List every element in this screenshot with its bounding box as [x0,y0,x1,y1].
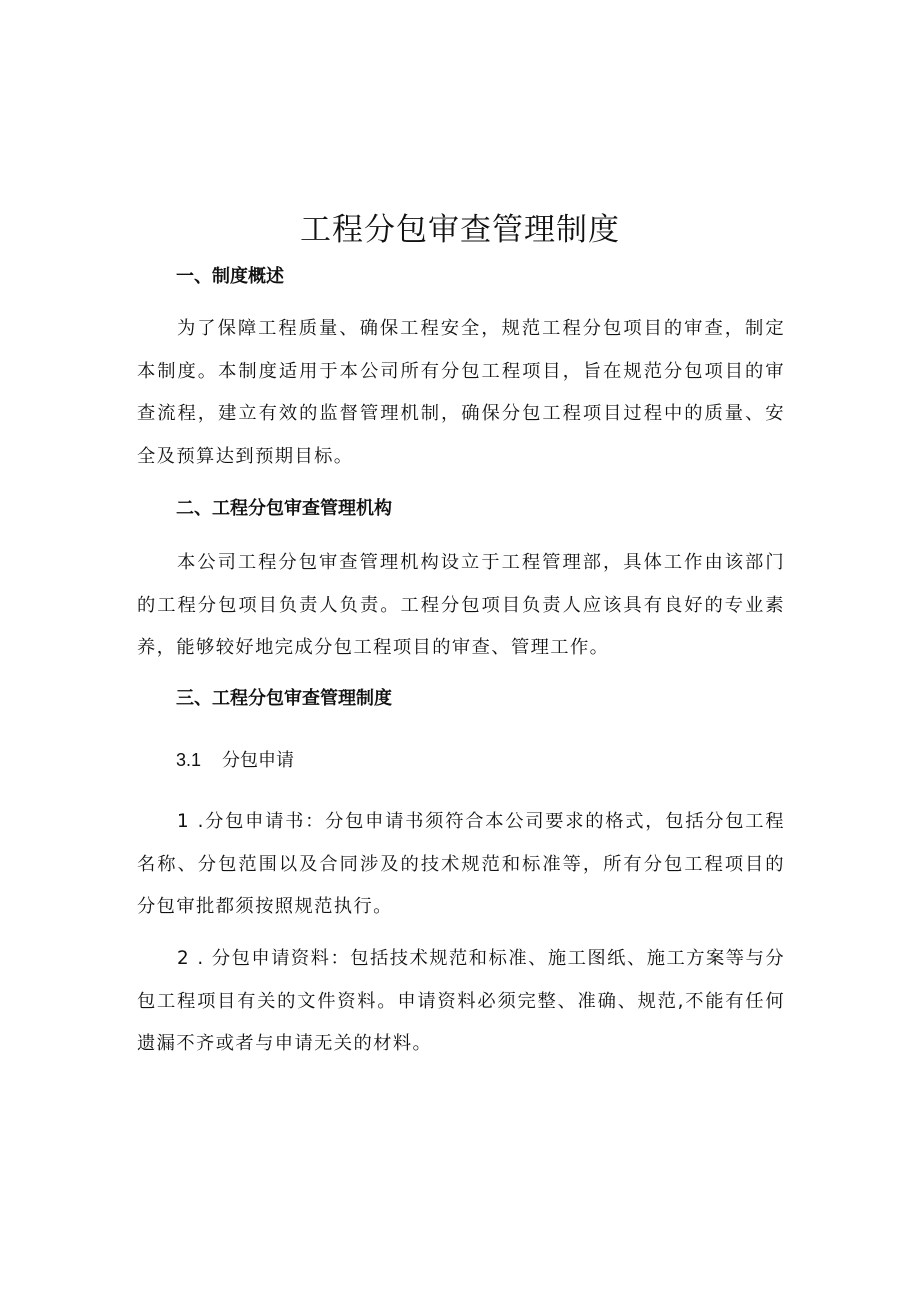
paragraph-organization: 本公司工程分包审查管理机构设立于工程管理部，具体工作由该部门的工程分包项目负责人负责。工程分包项目负责人应该具有良好的专业素养，能够较好地完成分包工程项目的审查、管理工作。 [137,552,785,658]
list-item-application-materials: 2 . 分包申请资料：包括技术规范和标准、施工图纸、施工方案等与分包工程项目有关的文件资料。申请资料必须完整、准确、规范,不能有任何遗漏不齐或者与申请无关的材料。 [137,948,785,1054]
section-heading-organization: 二、工程分包审查管理机构 [176,498,392,519]
subsection-heading-application [176,747,294,774]
section-heading-system: 三、工程分包审查管理制度 [176,688,392,709]
list-item-application-form: 1 .分包申请书：分包申请书须符合本公司要求的格式，包括分包工程名称、分包范围以及合同涉及的技术规范和标准等，所有分包工程项目的分包审批都须按照规范执行。 [137,811,785,917]
section-heading-overview: 一、制度概述 [176,266,284,287]
subsection-title: 分包申请 [222,750,294,771]
subsection-number: 3.1 [176,750,202,770]
document-title: 工程分包审查管理制度 [300,212,620,248]
paragraph-overview: 为了保障工程质量、确保工程安全，规范工程分包项目的审查，制定本制度。本制度适用于本公司所有分包工程项目，旨在规范分包项目的审查流程，建立有效的监督管理机制，确保分包工程项目过程中的质量、安全及预算达到预期目标。 [137,318,785,467]
